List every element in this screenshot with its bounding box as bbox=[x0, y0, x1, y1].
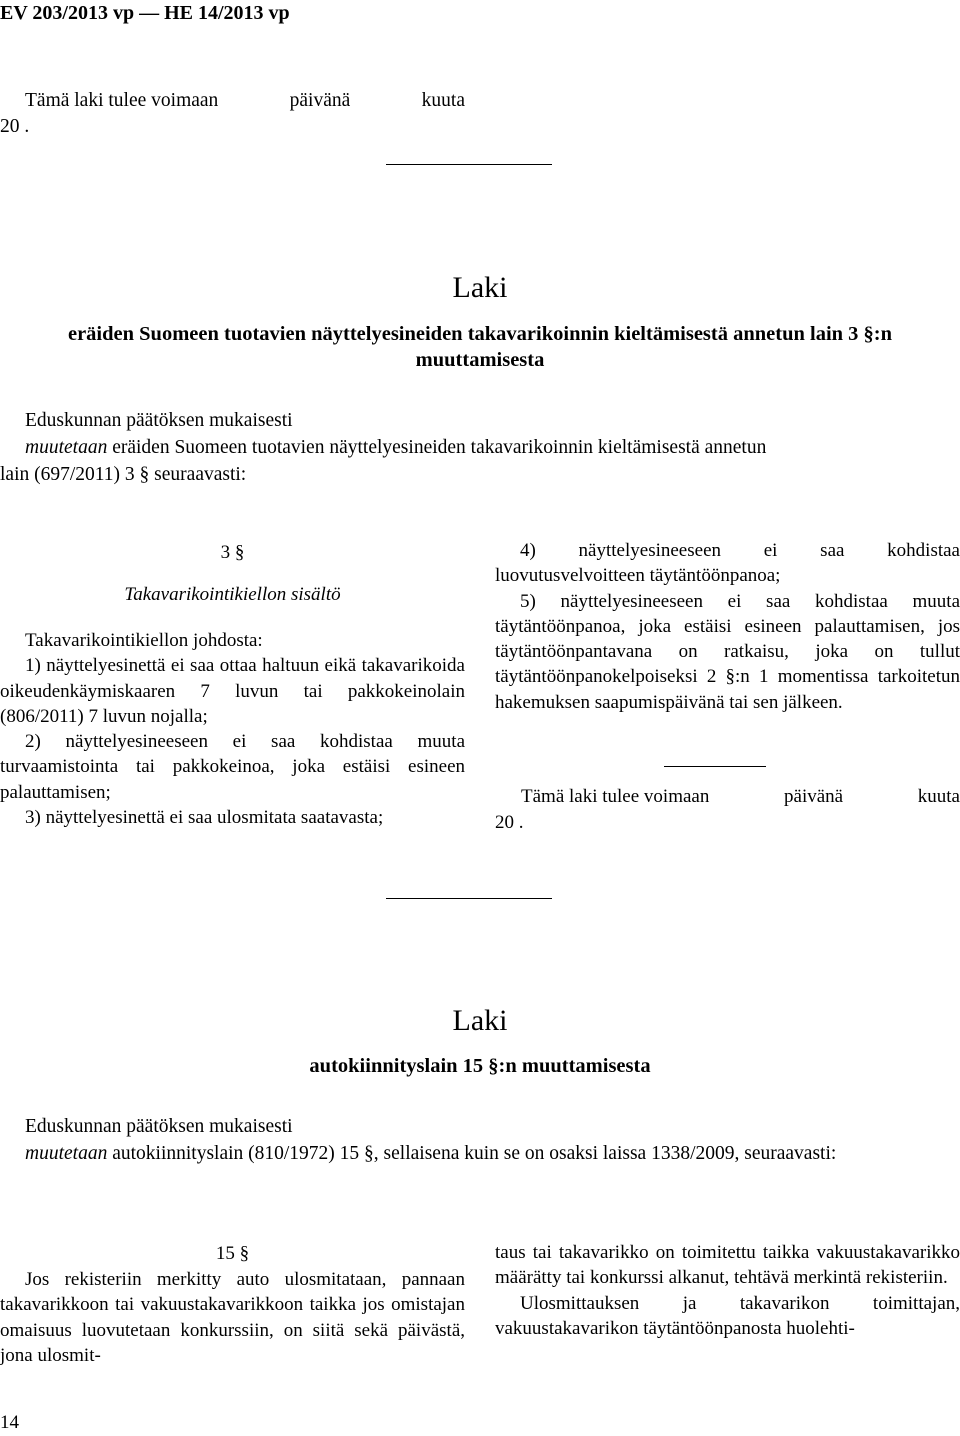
amendment-clause bbox=[0, 1141, 960, 1167]
section-right-column bbox=[495, 1240, 960, 1341]
entry-year-line: 20 . bbox=[495, 812, 524, 833]
law-title: Laki bbox=[452, 271, 508, 304]
document-header: EV 203/2013 vp — HE 14/2013 vp bbox=[0, 2, 290, 24]
enactment-preamble: Eduskunnan päätöksen mukaisesti bbox=[25, 1116, 293, 1137]
paragraph: Ulosmittauksen ja takavarikon toimittajan, vakuustakavarikon täytäntöönpanosta huolehti- bbox=[495, 1292, 960, 1339]
section-number: 15 § bbox=[215, 1243, 250, 1264]
entry-text-part1: Tämä laki tulee voimaan bbox=[25, 90, 219, 111]
section-left-column bbox=[0, 628, 465, 830]
law-subtitle: autokiinnityslain 15 §:n muuttamisesta bbox=[309, 1055, 651, 1077]
paragraph: taus tai takavarikko on toimitettu taikka vakuustakavarikko määrätty tai konkurssi alkanut, tehtävä merkintä rekisteriin. bbox=[495, 1242, 960, 1289]
section-right-column bbox=[495, 538, 960, 715]
amend-verb: muutetaan bbox=[25, 437, 108, 458]
section-heading: Takavarikointikiellon sisältö bbox=[124, 584, 341, 605]
amendment-clause-line1 bbox=[25, 435, 766, 461]
law-subtitle bbox=[0, 321, 960, 373]
law-subtitle-line2: muuttamisesta bbox=[415, 349, 545, 371]
amend-text: autokiinnityslain (810/1972) 15 §, sellaisena kuin se on osaksi laissa 1338/2009, seuraavasti: bbox=[107, 1143, 837, 1164]
paragraph: 2) näyttelyesineeseen ei saa kohdistaa muuta turvaamistointa tai pakkokeinoa, joka estäisi esineen palauttamisen; bbox=[0, 731, 465, 803]
entry-text-part3: kuuta bbox=[917, 786, 960, 807]
paragraph: 4) näyttelyesineeseen ei saa kohdistaa luovutusvelvoitteen täytäntöönpanoa; bbox=[495, 540, 960, 587]
paragraph: Jos rekisteriin merkitty auto ulosmitataan, pannaan takavarikkoon tai vakuustakavarikkoon taikka jos omistajan omaisuus luovutetaan konkurssiin, on siitä sekä päivästä, jona ulosmit- bbox=[0, 1269, 465, 1366]
enactment-preamble: Eduskunnan päätöksen mukaisesti bbox=[25, 410, 293, 431]
paragraph: 1) näyttelyesinettä ei saa ottaa haltuun eikä takavarikoida oikeudenkäymiskaaren 7 luvun tai pakkokeinolain (806/2011) 7 luvun nojalla; bbox=[0, 655, 465, 727]
law-title: Laki bbox=[452, 1004, 508, 1037]
entry-text-part1: Tämä laki tulee voimaan bbox=[521, 786, 710, 807]
paragraph: 3) näyttelyesinettä ei saa ulosmitata saatavasta; bbox=[25, 807, 384, 829]
separator-rule bbox=[664, 766, 766, 767]
entry-text-part3: kuuta bbox=[421, 90, 465, 111]
amendment-clause-line2: lain (697/2011) 3 § seuraavasti: bbox=[0, 464, 247, 485]
entry-year-line: 20 . bbox=[0, 116, 30, 137]
paragraph: Takavarikointikiellon johdosta: bbox=[25, 630, 263, 651]
paragraph: 5) näyttelyesineeseen ei saa kohdistaa muuta täytäntöönpanoa, joka estäisi esineen palauttamisen, jos täytäntöönpantavana on ratkaisu, joka on tullut täytäntöönpanokelpoiseksi 2 §:n 1 momentissa tarkoitetun hakemuksen saapumispäivänä tai sen jälkeen. bbox=[495, 590, 960, 713]
entry-into-force-clause bbox=[25, 88, 465, 114]
amend-text: eräiden Suomeen tuotavien näyttelyesineiden takavarikoinnin kieltämisestä annetun bbox=[107, 437, 767, 458]
entry-text-part2: päivänä bbox=[289, 90, 351, 111]
amend-verb: muutetaan bbox=[25, 1143, 108, 1164]
law-subtitle-line1: eräiden Suomeen tuotavien näyttelyesineiden takavarikoinnin kieltämisestä annetun lain 3 §:n bbox=[67, 323, 893, 345]
entry-into-force-clause bbox=[521, 784, 960, 809]
section-left-column bbox=[0, 1267, 465, 1368]
separator-rule bbox=[386, 164, 552, 165]
section-number: 3 § bbox=[220, 542, 245, 563]
page-number: 14 bbox=[0, 1412, 19, 1433]
separator-rule bbox=[386, 898, 552, 899]
entry-text-part2: päivänä bbox=[784, 786, 844, 807]
